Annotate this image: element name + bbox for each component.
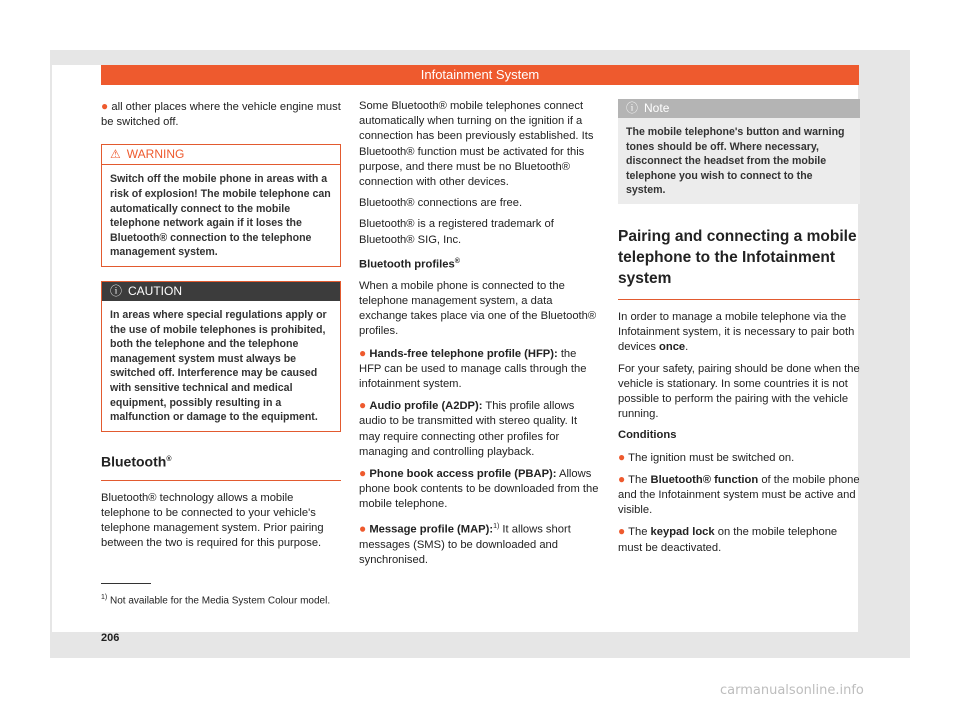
bluetooth-text: Bluetooth® technology allows a mobile telephone to be connected to your vehicle's telephone management system. Prior pairing between the two is required for this purpose.	[101, 491, 324, 550]
condition-item: ● The Bluetooth® function of the mobile phone and the Infotainment system must be active and visible.	[618, 471, 860, 517]
profile-item: ● Phone book access profile (PBAP): Allows phone book contents to be downloaded from the mobile telephone.	[359, 466, 599, 511]
bullet-icon: ●	[101, 99, 109, 113]
page-header: Infotainment System	[101, 65, 859, 85]
warning-text: Switch off the mobile phone in areas with a risk of explosion! The mobile telephone can automatically connect to the mobile telephone network again if it loses the Bluetooth® connection to the telephone management system.	[110, 173, 331, 259]
note-header: ⓘ Note	[618, 99, 860, 118]
profile-item: ● Audio profile (A2DP): This profile allows audio to be transmitted with stereo quality. It may require connecting other profiles for managing and controlling playback.	[359, 398, 578, 458]
paragraph-free: Bluetooth® connections are free.	[359, 197, 523, 210]
paragraph-trademark: Bluetooth® is a registered trademark of Bluetooth® SIG, Inc.	[359, 218, 554, 246]
profiles-heading: Bluetooth profiles®	[359, 257, 460, 271]
bullet-icon: ●	[359, 398, 367, 413]
condition-item: ● The keypad lock on the mobile telephone must be deactivated.	[618, 524, 838, 554]
warning-header: ⚠ WARNING	[102, 145, 340, 165]
pairing-paragraph-2: For your safety, pairing should be done when the vehicle is stationary. In some countries it is not possible to perform the pairing with the vehicle running.	[618, 362, 860, 421]
profile-item: ● Hands-free telephone profile (HFP): the HFP can be used to manage calls through the infotainment system.	[359, 345, 587, 390]
condition-item: ● The ignition must be switched on.	[618, 449, 795, 464]
page-number: 206	[101, 632, 120, 644]
caution-text: In areas where special regulations apply or the use of mobile telephones is prohibited, both the telephone and the telephone management system must always be switched off. Interference may be caused with sensitive technical and medical equipment, possibly resulting in a malfunction or damage to the equipment.	[110, 308, 327, 424]
warning-box	[101, 144, 341, 267]
column-2	[359, 99, 601, 574]
bullet-icon: ●	[618, 449, 626, 464]
warning-triangle-icon: ⚠	[110, 147, 121, 162]
bullet-icon: ●	[618, 524, 626, 539]
watermark: carmanualsonline.info	[720, 683, 864, 698]
bullet-icon: ●	[359, 345, 367, 360]
caution-circle-icon: ⓘ	[110, 283, 123, 298]
caution-box	[101, 281, 341, 432]
bullet-icon: ●	[359, 466, 367, 480]
bullet-icon: ●	[359, 521, 367, 536]
column-3	[618, 99, 860, 562]
caution-header: ⓘ CAUTION	[102, 282, 340, 301]
conditions-heading: Conditions	[618, 429, 677, 442]
column-1	[101, 99, 341, 557]
profile-item: ● Message profile (MAP):$^{1)}$ It allows short messages (SMS) to be downloaded and synchronised.	[359, 521, 571, 566]
pairing-heading: Pairing and connecting a mobile telephone to the Infotainment system	[618, 226, 860, 300]
info-icon: ⓘ	[626, 101, 639, 115]
footnote-ref: 1)	[493, 522, 500, 530]
note-box	[618, 99, 860, 204]
footnote-rule	[101, 583, 151, 584]
registered-mark: ®	[166, 455, 172, 463]
pairing-paragraph-1: In order to manage a mobile telephone via the Infotainment system, it is necessary to pair both devices once.	[618, 310, 855, 354]
bluetooth-heading: Bluetooth®	[101, 452, 341, 481]
bullet-icon: ●	[618, 471, 626, 486]
paragraph-autoconnect: Some Bluetooth® mobile telephones connect automatically when turning on the ignition if a connection has been previously established. Its Bluetooth® function must be activated for this purpose, and there must be no Bluetooth® connection with other devices.	[359, 100, 594, 189]
footnote: $^{1)}$ Not available for the Media System Colour model.	[101, 594, 331, 607]
intro-bullet: ● all other places where the vehicle engine must be switched off.	[101, 99, 341, 129]
profiles-intro: When a mobile phone is connected to the telephone management system, a data exchange takes place via one of the Bluetooth® profiles.	[359, 279, 597, 338]
note-text: The mobile telephone's button and warning tones should be off. Where necessary, disconnect the headset from the mobile telephone you wish to connect to the system.	[618, 118, 860, 204]
